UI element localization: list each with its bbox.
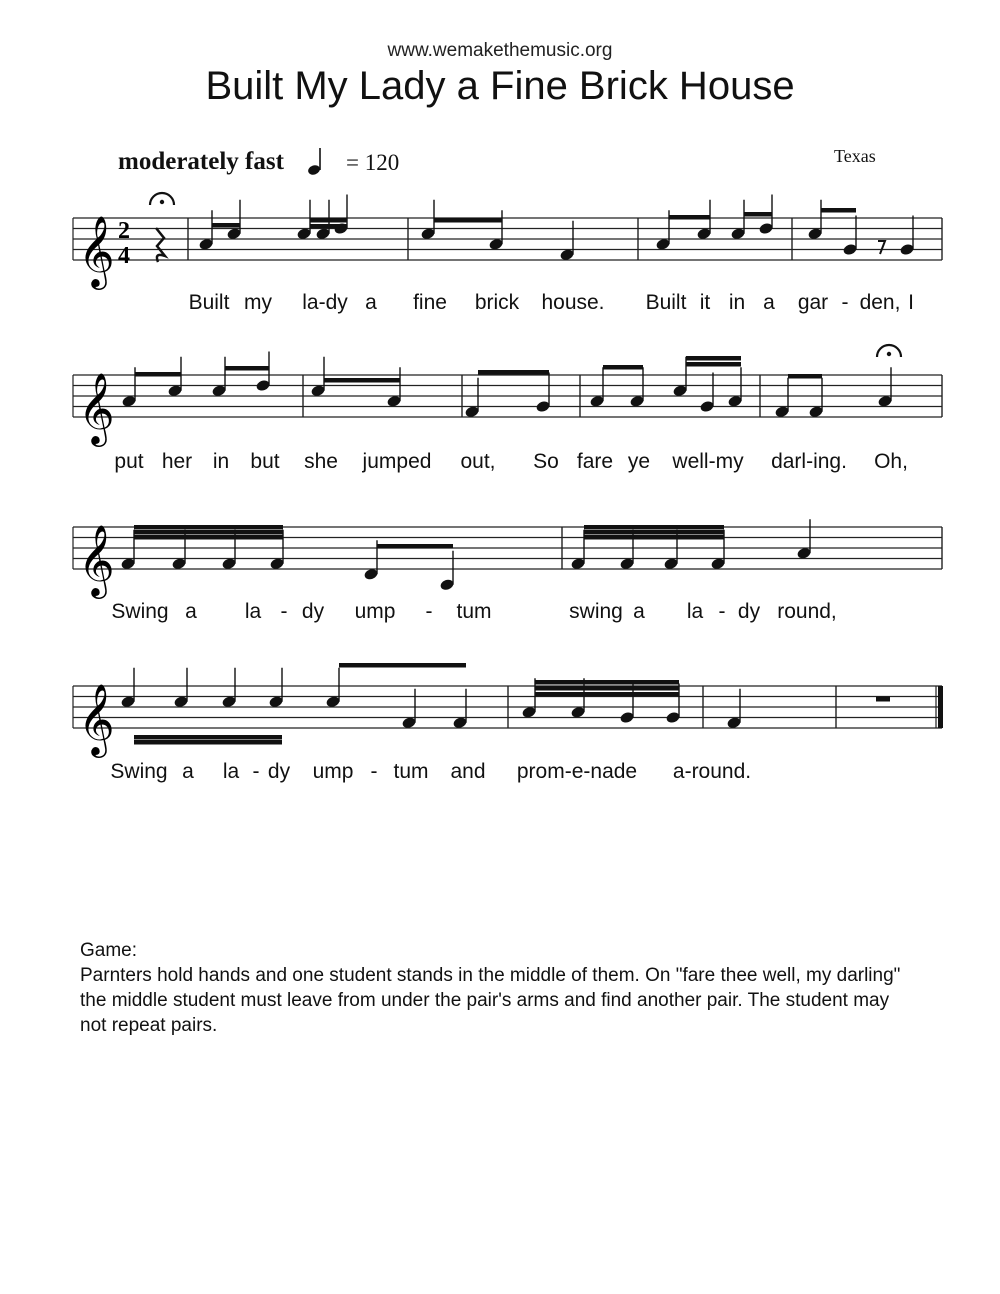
lyric-syllable: darl-ing. bbox=[771, 450, 847, 473]
lyric-syllable: put bbox=[114, 450, 144, 473]
lyric-syllable: - bbox=[280, 600, 288, 623]
lyric-syllable: den, bbox=[859, 291, 901, 314]
note-beam bbox=[310, 224, 347, 229]
note-beam bbox=[225, 366, 269, 371]
lyric-syllable: Swing bbox=[111, 600, 169, 623]
lyric-syllable: So bbox=[533, 450, 559, 473]
lyric-syllable: my bbox=[244, 291, 272, 314]
note-beam bbox=[377, 544, 453, 549]
lyric-syllable: in bbox=[212, 450, 230, 473]
lyric-syllable: ump bbox=[354, 600, 396, 623]
lyric-syllable: and bbox=[450, 760, 486, 783]
tempo-marking: moderately fast bbox=[118, 148, 284, 175]
lyric-syllable: a bbox=[633, 600, 645, 623]
lyric-syllable: she bbox=[304, 450, 338, 473]
website-url: www.wemakethemusic.org bbox=[387, 40, 613, 61]
lyric-syllable: ye bbox=[627, 450, 651, 473]
note-beam bbox=[478, 370, 549, 375]
treble-clef: 𝄞 bbox=[78, 523, 115, 596]
lyric-syllable: Oh, bbox=[874, 450, 908, 473]
final-barline-thick bbox=[938, 686, 943, 728]
game-heading: Game: bbox=[80, 940, 138, 961]
note-beam bbox=[535, 692, 679, 697]
time-signature-bottom: 4 bbox=[118, 243, 130, 269]
note-beam bbox=[821, 208, 856, 213]
lyric-syllable: brick bbox=[474, 291, 520, 314]
note-beam bbox=[686, 356, 741, 361]
lyric-syllable: swing bbox=[569, 600, 623, 623]
lyric-syllable: in bbox=[728, 291, 746, 314]
time-signature-top: 2 bbox=[118, 218, 130, 244]
lyric-syllable: house. bbox=[541, 291, 605, 314]
note-beam bbox=[134, 740, 282, 745]
lyric-syllable: - bbox=[718, 600, 726, 623]
note-beam bbox=[669, 215, 710, 220]
note-beam bbox=[134, 535, 283, 540]
game-instructions: Parnters hold hands and one student stands in the middle of them. On "fare thee well, my darling" the middle student must leave from under the pair's arms and find another pair. The student may not repeat pairs. bbox=[80, 965, 901, 1036]
note-beam bbox=[134, 525, 283, 530]
note-beam bbox=[788, 374, 822, 379]
quarter-rest bbox=[156, 228, 165, 262]
note-beam bbox=[134, 530, 283, 535]
lyric-syllable: - bbox=[425, 600, 433, 623]
lyric-syllable: gar bbox=[797, 291, 829, 314]
note-beam bbox=[135, 372, 181, 377]
note-beam bbox=[603, 365, 643, 370]
eighth-rest bbox=[878, 241, 885, 254]
whole-rest bbox=[876, 697, 890, 702]
lyric-syllable: tum bbox=[456, 600, 492, 623]
treble-clef: 𝄞 bbox=[78, 371, 115, 444]
note-beam bbox=[212, 223, 240, 228]
treble-clef: 𝄞 bbox=[78, 682, 115, 755]
song-origin: Texas bbox=[834, 146, 876, 166]
lyric-syllable: I bbox=[908, 291, 914, 314]
lyric-syllable: la bbox=[222, 760, 240, 783]
lyric-syllable: Built bbox=[645, 291, 687, 314]
lyric-syllable: jumped bbox=[362, 450, 432, 473]
lyric-syllable: out, bbox=[460, 450, 496, 473]
lyric-syllable: her bbox=[161, 450, 193, 473]
tempo-value: = 120 bbox=[346, 150, 400, 175]
song-title: Built My Lady a Fine Brick House bbox=[205, 64, 795, 108]
lyric-syllable: fare bbox=[576, 450, 614, 473]
lyric-syllable: a-round. bbox=[672, 760, 752, 783]
lyric-syllable: fine bbox=[413, 291, 447, 314]
note-beam bbox=[584, 535, 724, 540]
note-beam bbox=[324, 378, 400, 383]
lyric-syllable: Built bbox=[188, 291, 230, 314]
note-beam bbox=[744, 212, 772, 217]
lyric-syllable: Swing bbox=[110, 760, 168, 783]
lyric-syllable: dy bbox=[267, 760, 291, 783]
fermata-dot bbox=[160, 200, 164, 204]
tempo-note-icon bbox=[307, 164, 321, 177]
note-beam bbox=[584, 530, 724, 535]
fermata-dot bbox=[887, 352, 891, 356]
lyric-syllable: - bbox=[252, 760, 260, 783]
note-beam bbox=[434, 218, 502, 223]
note-beam bbox=[584, 525, 724, 530]
lyric-syllable: a bbox=[185, 600, 197, 623]
lyric-syllable: ump bbox=[312, 760, 354, 783]
lyric-syllable: - bbox=[841, 291, 849, 314]
lyric-syllable: well-my bbox=[672, 450, 744, 473]
note-beam bbox=[686, 362, 741, 367]
note-beam bbox=[535, 680, 679, 685]
lyric-syllable: dy bbox=[737, 600, 761, 623]
note-beam bbox=[134, 735, 282, 740]
lyric-syllable: it bbox=[699, 291, 711, 314]
lyric-syllable: dy bbox=[301, 600, 325, 623]
lyric-syllable: tum bbox=[393, 760, 429, 783]
lyric-syllable: a bbox=[763, 291, 775, 314]
lyric-syllable: la-dy bbox=[302, 291, 348, 314]
note-beam bbox=[310, 218, 347, 223]
lyric-syllable: la bbox=[686, 600, 704, 623]
lyric-syllable: round, bbox=[777, 600, 837, 623]
note-beam bbox=[339, 663, 466, 668]
lyric-syllable: la bbox=[244, 600, 262, 623]
lyric-syllable: a bbox=[365, 291, 377, 314]
lyric-syllable: but bbox=[250, 450, 280, 473]
note-beam bbox=[535, 686, 679, 691]
lyric-syllable: - bbox=[370, 760, 378, 783]
lyric-syllable: a bbox=[182, 760, 194, 783]
treble-clef: 𝄞 bbox=[78, 214, 115, 287]
lyric-syllable: prom-e-nade bbox=[516, 760, 638, 783]
